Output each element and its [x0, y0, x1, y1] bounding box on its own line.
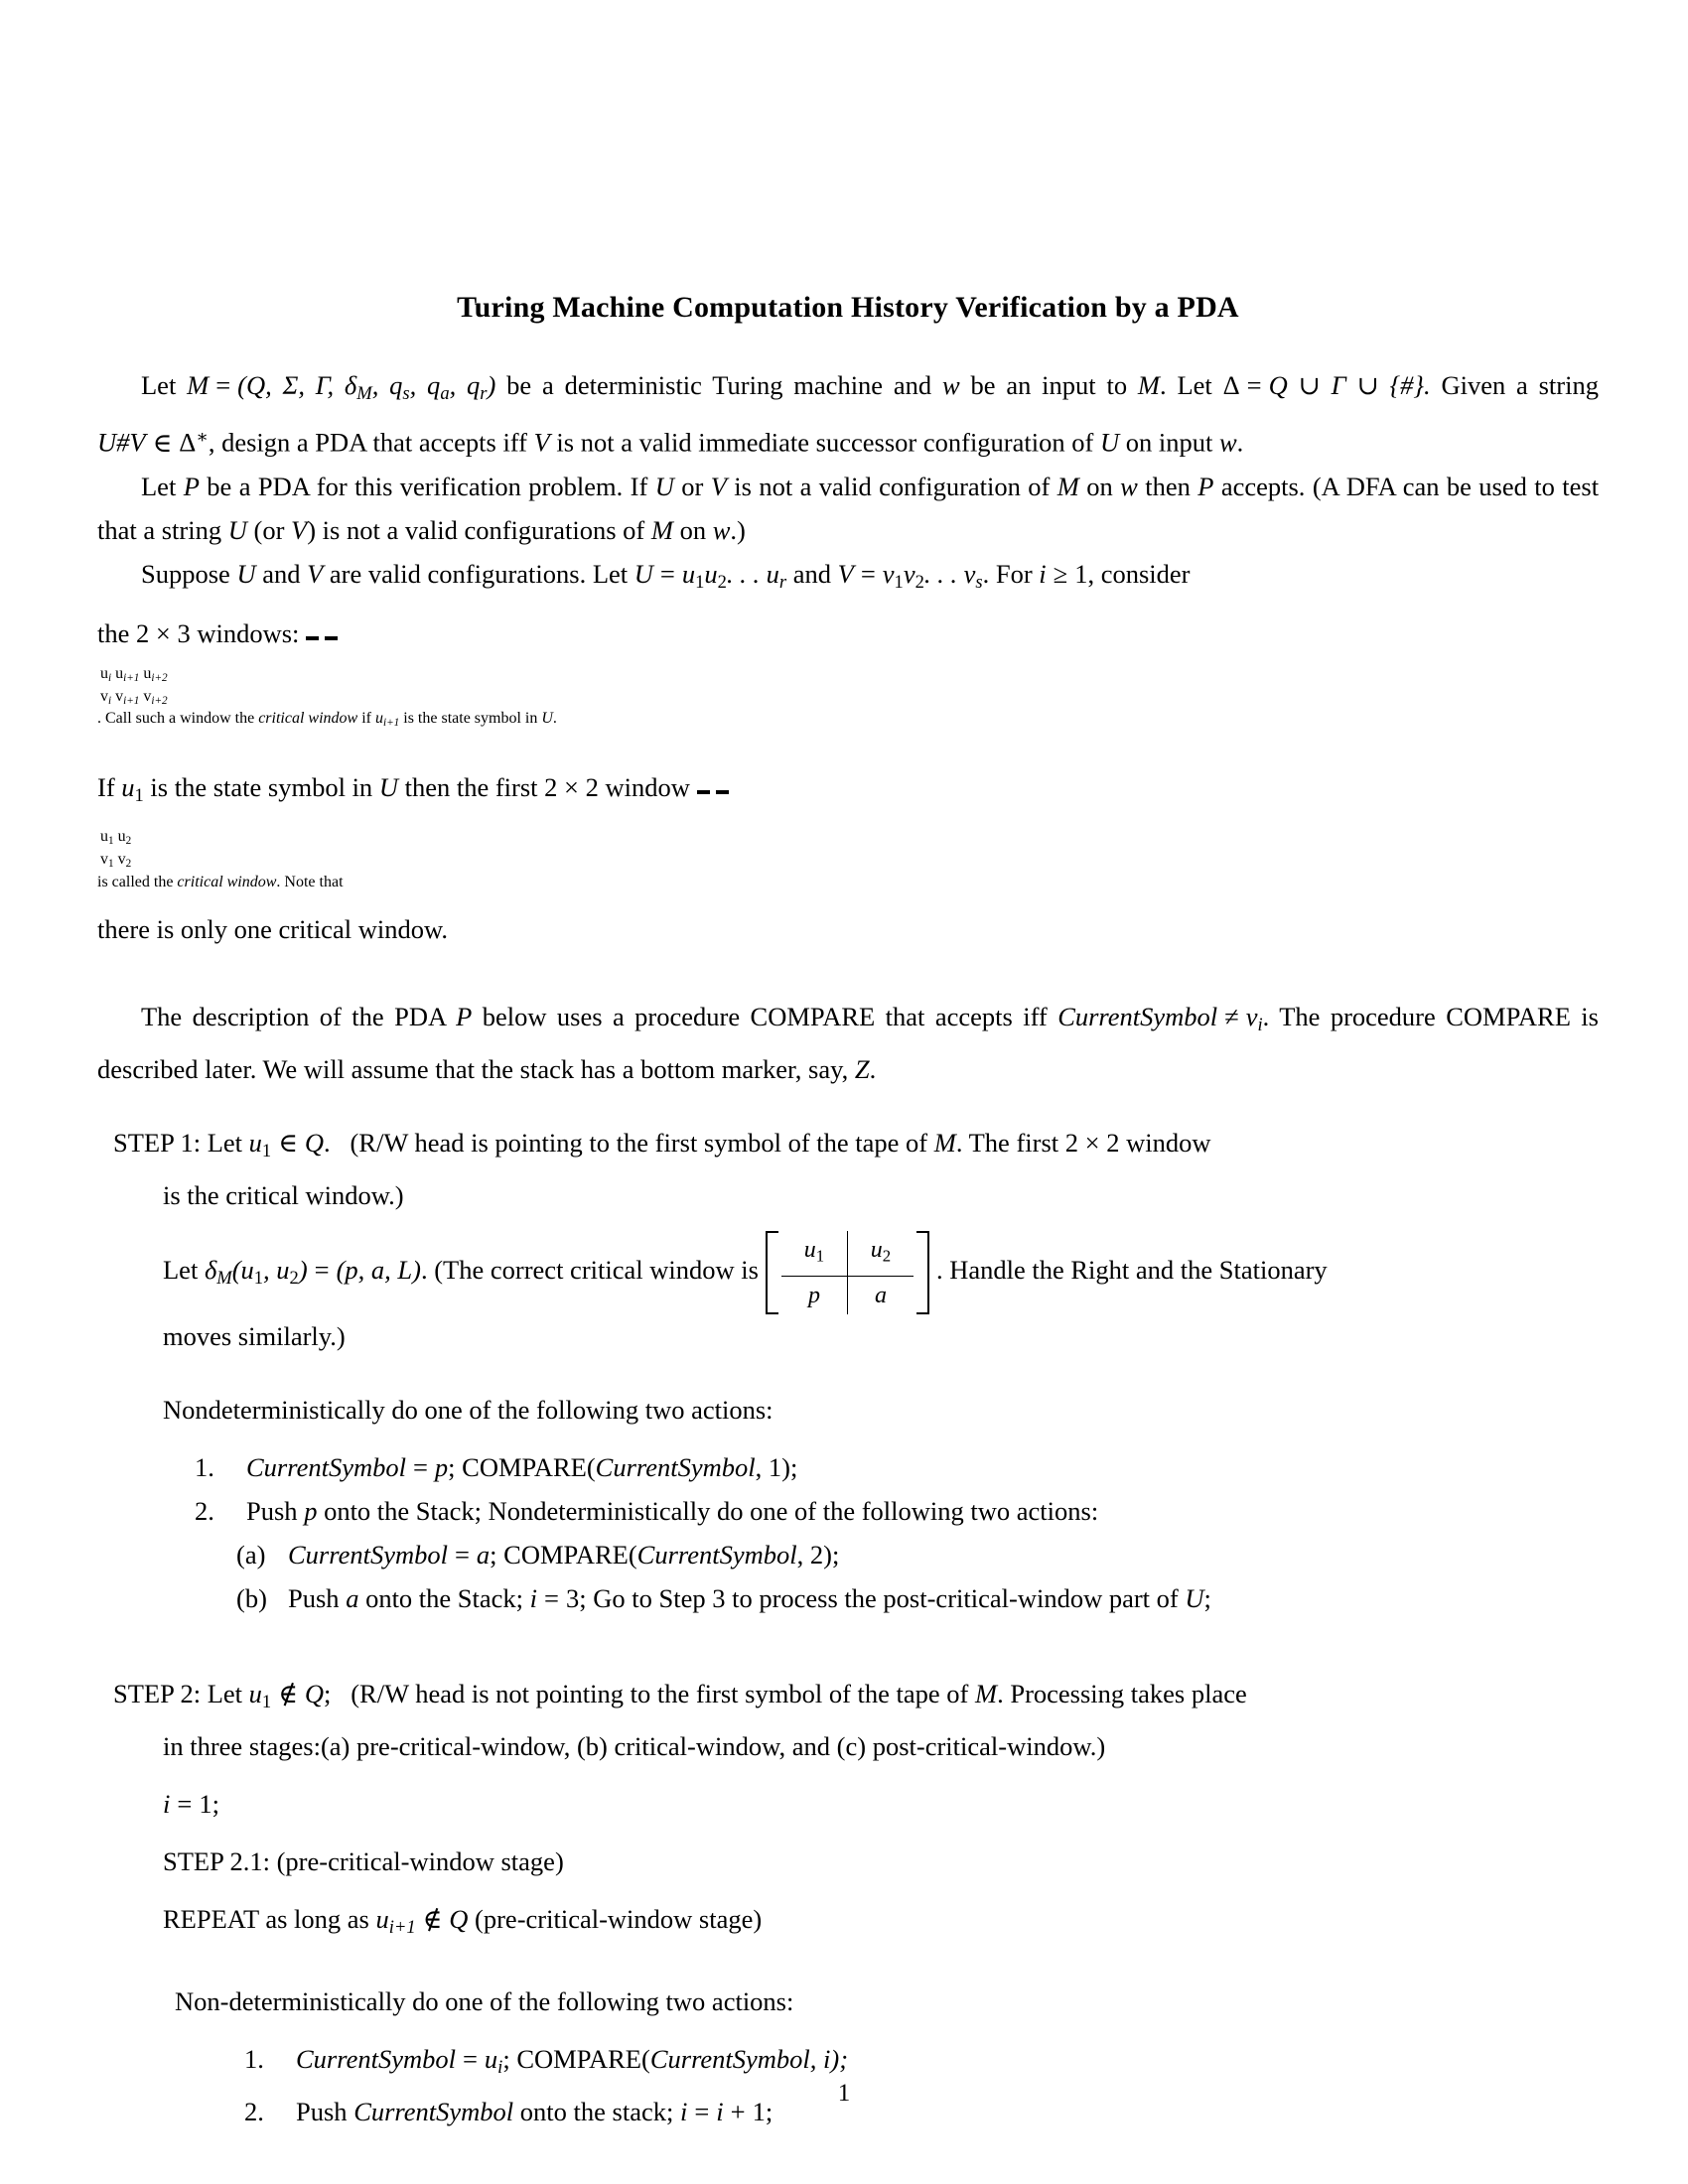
- text-run: be an input to: [959, 370, 1138, 400]
- list-item-label: 1.: [244, 2043, 264, 2074]
- subscript-1: 1: [261, 1140, 272, 1161]
- equals-sign: =: [1246, 370, 1262, 400]
- text-run: Let: [141, 370, 188, 400]
- list-item-label: 2.: [195, 1495, 214, 1526]
- math-var-w: w: [1120, 471, 1138, 501]
- text-run: onto the Stack; Nondeterministically do one of the following two actions:: [317, 1495, 1099, 1526]
- text-run: . Call such a window the: [97, 709, 259, 727]
- text-run: (A DFA can be used to test that a string: [97, 471, 1600, 545]
- step-1-delta-line: [113, 1231, 1599, 1314]
- text-run: is not a valid immediate successor configuration of: [549, 427, 1100, 458]
- text-run: ; Go to Step 3 to process the post-critical-window part of: [579, 1582, 1186, 1613]
- text-run: accepts.: [1213, 471, 1306, 501]
- math-var-i: i: [716, 2097, 724, 2127]
- math-seq-u-tail: . . . u: [726, 558, 779, 589]
- text-run: onto the Stack;: [358, 1582, 530, 1613]
- text-run: . Note that: [276, 873, 344, 890]
- text-run: ;: [1203, 1582, 1211, 1613]
- math-var-delta: δ: [204, 1254, 217, 1285]
- math-var-M: M: [187, 370, 210, 400]
- text-run: (R/W head is not pointing to the first symbol of the tape of: [351, 1678, 975, 1708]
- number-one: 1: [1074, 558, 1088, 589]
- element-of-sign: ∈: [152, 427, 173, 458]
- math-var-U: U: [541, 709, 553, 727]
- matrix-cell-u-i1: $u_{i+1}$: [115, 664, 140, 684]
- text-run: and: [786, 558, 838, 589]
- math-tuple-5: ): [487, 370, 496, 400]
- matrix-cell-u2: u2: [847, 1231, 914, 1276]
- paragraph-compare-procedure: [97, 995, 1599, 1091]
- paragraph-only-one-window: there is only one critical window.: [97, 913, 448, 944]
- emphasis-current-symbol: CurrentSymbol: [296, 2043, 456, 2074]
- step-1-suboption-list: [236, 1533, 1599, 1620]
- step-2-label: STEP 2:: [113, 1678, 202, 1708]
- text-run: If: [97, 772, 122, 803]
- list-item-label: 1.: [195, 1451, 214, 1482]
- math-string-UV: U#V: [97, 427, 146, 458]
- math-var-P: P: [183, 471, 200, 501]
- step-2-1-heading: STEP 2.1: (pre-critical-window stage): [163, 1845, 564, 1876]
- math-var-u: u: [484, 2043, 498, 2074]
- math-var-delta-set: Δ: [1222, 370, 1240, 400]
- paragraph-windows: [97, 552, 1599, 605]
- list-item-label: 2.: [244, 2097, 264, 2127]
- text-run: are valid configurations. Let: [323, 558, 634, 589]
- step-2-nondeterministic-intro: Non-deterministically do one of the following two actions:: [175, 1985, 794, 2016]
- greater-equal-sign: ≥: [1053, 558, 1068, 589]
- math-var-u: u: [374, 709, 383, 727]
- text-run: .): [730, 514, 746, 545]
- step-2-counter-init: [113, 1782, 1599, 1826]
- step-1-action-list: [195, 1445, 1599, 1533]
- not-element-of-sign: ∉: [422, 1903, 443, 1934]
- math-var-Z: Z: [854, 1053, 870, 1084]
- page-title: Turing Machine Computation History Verification by a PDA: [457, 291, 1239, 324]
- math-var-M: M: [1056, 471, 1079, 501]
- subscript-1: 1: [253, 1268, 264, 1290]
- not-element-of-sign: ∉: [278, 1678, 298, 1708]
- matrix-cell-v-i: $v_i$: [100, 687, 112, 707]
- text-run: below uses a procedure COMPARE that accepts iff: [472, 1001, 1058, 1031]
- equals-sign: =: [454, 1539, 470, 1570]
- math-var-Q: Q: [304, 1678, 324, 1708]
- text-run: Given a string: [1441, 370, 1599, 400]
- math-args-end: ): [298, 1254, 308, 1285]
- math-var-i: i: [163, 1788, 171, 1819]
- step-2-repeat-line: [113, 1897, 1599, 1950]
- text-run: , 1);: [755, 1451, 798, 1482]
- step-1-heading-line2: is the critical window.): [163, 1179, 404, 1210]
- math-var-U: U: [654, 471, 674, 501]
- subscript-2: 2: [717, 571, 727, 593]
- list-item: [236, 1576, 1599, 1620]
- text-run: ;: [323, 1678, 332, 1708]
- math-transition-result: (p, a, L): [336, 1254, 421, 1285]
- text-run: on input: [1119, 427, 1219, 458]
- list-item: [195, 1489, 1599, 1533]
- equals-sign: =: [544, 1582, 559, 1613]
- text-run: The description of the PDA: [141, 1001, 457, 1031]
- document-body: [97, 290, 1599, 2133]
- text-run: . Handle the Right and the Stationary: [935, 1254, 1328, 1285]
- paragraph-pda-verification: [97, 465, 1599, 552]
- step-2-block: [113, 1672, 1599, 2134]
- step-2-heading-line2: in three stages:(a) pre-critical-window, (b) critical-window, and (c) post-critical-window.): [163, 1730, 1106, 1761]
- subscript-i: i: [1257, 1014, 1263, 1035]
- text-run: REPEAT as long as: [163, 1903, 376, 1934]
- text-run: Let: [163, 1254, 205, 1285]
- math-var-u: u: [121, 772, 135, 803]
- math-var-p: p: [304, 1495, 318, 1526]
- paragraph-definitions: [97, 363, 1599, 465]
- math-var-p: p: [434, 1451, 449, 1482]
- math-var-V: V: [837, 558, 854, 589]
- page-number: 1: [837, 2080, 851, 2107]
- equals-sign: =: [215, 370, 231, 400]
- math-var-a: a: [476, 1539, 491, 1570]
- math-var-w: w: [712, 514, 731, 545]
- math-var-V: V: [533, 427, 550, 458]
- text-run: .: [552, 709, 557, 727]
- math-var-U: U: [236, 558, 256, 589]
- matrix-cell-v-i2: $v_{i+2}$: [143, 687, 168, 707]
- math-var-i: i: [1039, 558, 1047, 589]
- text-run: Push: [288, 1582, 347, 1613]
- text-run: then the first 2: [397, 772, 565, 803]
- text-run: is not a valid configuration of: [726, 471, 1057, 501]
- list-item-label: (b): [236, 1582, 267, 1613]
- text-run: or: [673, 471, 711, 501]
- matrix-cell-v2: v2: [117, 851, 132, 871]
- step-1-delta-line2: moves similarly.): [163, 1320, 346, 1351]
- matrix-cell-v-i1: $v_{i+1}$: [115, 687, 140, 707]
- subscript-1: 1: [894, 571, 904, 593]
- math-args-mid: , u: [263, 1254, 290, 1285]
- text-run: be a PDA for this verification problem. If: [199, 471, 655, 501]
- text-run: be a deterministic Turing machine and: [495, 370, 942, 400]
- math-var-u: u: [375, 1903, 389, 1934]
- step-1-heading: [113, 1121, 1599, 1173]
- text-run: on: [672, 514, 713, 545]
- text-run: ; COMPARE(: [502, 2043, 650, 2074]
- text-run: on: [1078, 471, 1121, 501]
- matrix-cell-a: a: [874, 1282, 887, 1308]
- subscript-s: s: [402, 383, 410, 405]
- equals-sign: =: [462, 2043, 478, 2074]
- math-tuple-4: , q: [449, 370, 481, 400]
- text-run: The procedure COMPARE is described later. We will assume that the stack has a bottom marker, say,: [97, 1001, 1599, 1084]
- number-one: 1;: [752, 2097, 774, 2127]
- math-var-u: u: [248, 1678, 262, 1708]
- text-run: the 2: [97, 617, 156, 648]
- math-var-Q: Q: [304, 1127, 324, 1158]
- math-seq-v: v: [903, 558, 915, 589]
- emphasis-current-symbol: CurrentSymbol: [353, 2097, 514, 2127]
- text-run: Let: [141, 471, 184, 501]
- text-run: 2 window: [1099, 1127, 1211, 1158]
- math-var-M: M: [1137, 370, 1160, 400]
- emphasis-critical-window: critical window: [177, 873, 277, 890]
- text-run: . (The correct critical window is: [420, 1254, 759, 1285]
- math-var-a: a: [346, 1582, 359, 1613]
- matrix-cell-u-i2: $u_{i+2}$: [143, 664, 168, 684]
- subscript-r: r: [778, 571, 787, 593]
- text-run: .: [1262, 1001, 1270, 1031]
- emphasis-current-symbol: CurrentSymbol: [288, 1539, 448, 1570]
- text-run: .: [323, 1127, 331, 1158]
- matrix-cell-p: p: [781, 1276, 848, 1314]
- text-run: , design a PDA that accepts iff: [208, 427, 534, 458]
- matrix-cell-u-i: $u_i$: [100, 664, 112, 684]
- text-run: is the state symbol in: [143, 772, 379, 803]
- plus-sign: +: [730, 2097, 746, 2127]
- math-var-v: v: [1245, 1001, 1258, 1031]
- math-var-w: w: [1218, 427, 1237, 458]
- text-run: , 2);: [796, 1539, 840, 1570]
- text-run: Push: [296, 2097, 354, 2127]
- step-1-label: STEP 1:: [113, 1127, 202, 1158]
- math-var-U: U: [227, 514, 247, 545]
- math-seq-v-tail: . . . v: [923, 558, 976, 589]
- times-sign: ×: [564, 772, 579, 803]
- text-run: (R/W head is pointing to the first symbol of the tape of: [350, 1127, 934, 1158]
- math-var-U: U: [1099, 427, 1120, 458]
- list-item-label: (a): [236, 1539, 266, 1570]
- step-1-nondeterministic-intro: Nondeterministically do one of the following two actions:: [163, 1394, 774, 1425]
- equals-sign: =: [412, 1451, 428, 1482]
- number-one: 1;: [199, 1788, 219, 1819]
- text-run: then: [1137, 471, 1198, 501]
- text-run: 2 window: [578, 772, 690, 803]
- math-var-U: U: [1185, 1582, 1204, 1613]
- text-run: .: [1236, 427, 1244, 458]
- subscript-2: 2: [914, 571, 924, 593]
- math-delta-set: Δ: [179, 427, 197, 458]
- text-run: ; COMPARE(: [448, 1451, 596, 1482]
- math-args: (u: [231, 1254, 254, 1285]
- subscript-s: s: [975, 571, 983, 593]
- matrix-cell-v1: v1: [100, 851, 114, 871]
- math-tuple: (Q, Σ, Γ, δ: [237, 370, 357, 400]
- math-var-Q: Q: [449, 1903, 469, 1934]
- math-var-i: i: [529, 1582, 538, 1613]
- math-var-w: w: [941, 370, 960, 400]
- element-of-sign: ∈: [278, 1127, 298, 1158]
- math-var-i: i: [679, 2097, 688, 2127]
- subscript-a: a: [440, 383, 450, 405]
- math-tuple-2: , q: [371, 370, 403, 400]
- subscript-i-plus-1: i+1: [388, 1916, 416, 1938]
- times-sign: ×: [1084, 1127, 1100, 1158]
- text-run: , consider: [1087, 558, 1191, 589]
- emphasis-critical-window: critical window: [258, 709, 358, 727]
- text-run: Push: [246, 1495, 305, 1526]
- text-run: Suppose: [141, 558, 237, 589]
- math-tuple-3: , q: [409, 370, 441, 400]
- text-run: onto the stack;: [513, 2097, 680, 2127]
- equals-sign: =: [177, 1788, 193, 1819]
- text-run: Let: [201, 1678, 249, 1708]
- subscript-1: 1: [695, 571, 705, 593]
- math-seq-u: u: [681, 558, 696, 589]
- math-var-V: V: [307, 558, 324, 589]
- math-var-U: U: [633, 558, 653, 589]
- subscript-1: 1: [134, 785, 144, 807]
- subscript-M: M: [216, 1268, 232, 1290]
- text-run: ) is not a valid configurations of: [307, 514, 651, 545]
- text-run: . The first 2: [955, 1127, 1085, 1158]
- math-var-M: M: [933, 1127, 956, 1158]
- number-three: 3: [566, 1582, 580, 1613]
- text-run: . For: [982, 558, 1040, 589]
- not-equal-sign: ≠: [1224, 1001, 1239, 1031]
- math-var-U: U: [378, 772, 398, 803]
- matrix-window-2x2-pa: [766, 1231, 929, 1314]
- math-var-V: V: [291, 514, 308, 545]
- math-seq-v: v: [882, 558, 895, 589]
- math-union-expr: Q ∪ Γ ∪ {#}.: [1268, 370, 1431, 400]
- subscript-i-plus-1: i+1: [382, 717, 400, 730]
- emphasis-current-symbol: CurrentSymbol: [649, 2043, 810, 2074]
- text-run: and: [255, 558, 308, 589]
- math-var-V: V: [710, 471, 727, 501]
- matrix-cell-u2: u2: [117, 828, 132, 848]
- math-var-M: M: [650, 514, 673, 545]
- paragraph-2x3-window-line: [97, 605, 1599, 662]
- text-run: (pre-critical-window stage): [468, 1903, 763, 1934]
- text-run: 3 windows:: [170, 617, 300, 648]
- matrix-cell-u1: u1: [100, 828, 114, 848]
- subscript-i: i: [497, 2057, 503, 2079]
- emphasis-current-symbol: CurrentSymbol: [1057, 1001, 1218, 1031]
- text-run: , i);: [809, 2043, 849, 2074]
- text-run: if: [357, 709, 375, 727]
- subscript-2: 2: [289, 1268, 299, 1290]
- list-item: [195, 1445, 1599, 1489]
- equals-sign: =: [314, 1254, 330, 1285]
- emphasis-current-symbol: CurrentSymbol: [636, 1539, 797, 1570]
- text-run: . Let: [1160, 370, 1223, 400]
- text-run: . Processing takes place: [997, 1678, 1247, 1708]
- times-sign: ×: [155, 617, 171, 648]
- superscript-star: ∗: [196, 427, 209, 449]
- paragraph-2x2-window-line: [97, 758, 1599, 825]
- emphasis-current-symbol: CurrentSymbol: [246, 1451, 406, 1482]
- subscript-1: 1: [261, 1691, 272, 1712]
- text-run: ; COMPARE(: [490, 1539, 637, 1570]
- text-run: .: [869, 1053, 877, 1084]
- text-run: Let: [201, 1127, 249, 1158]
- equals-sign: =: [659, 558, 675, 589]
- matrix-cell-u1: u1: [781, 1231, 848, 1276]
- math-var-P: P: [1197, 471, 1214, 501]
- math-var-u: u: [248, 1127, 262, 1158]
- math-seq-u: u: [704, 558, 718, 589]
- step-1-block: [113, 1121, 1599, 1620]
- equals-sign: =: [860, 558, 876, 589]
- emphasis-current-symbol: CurrentSymbol: [595, 1451, 756, 1482]
- math-var-M: M: [975, 1678, 998, 1708]
- math-var-P: P: [456, 1001, 473, 1031]
- text-run: is called the: [97, 873, 178, 890]
- text-run: is the state symbol in: [399, 709, 542, 727]
- subscript-r: r: [480, 383, 488, 405]
- text-run: (or: [246, 514, 292, 545]
- subscript-M: M: [356, 383, 372, 405]
- step-2-heading: [113, 1672, 1599, 1724]
- list-item: [236, 1533, 1599, 1576]
- equals-sign: =: [694, 2097, 710, 2127]
